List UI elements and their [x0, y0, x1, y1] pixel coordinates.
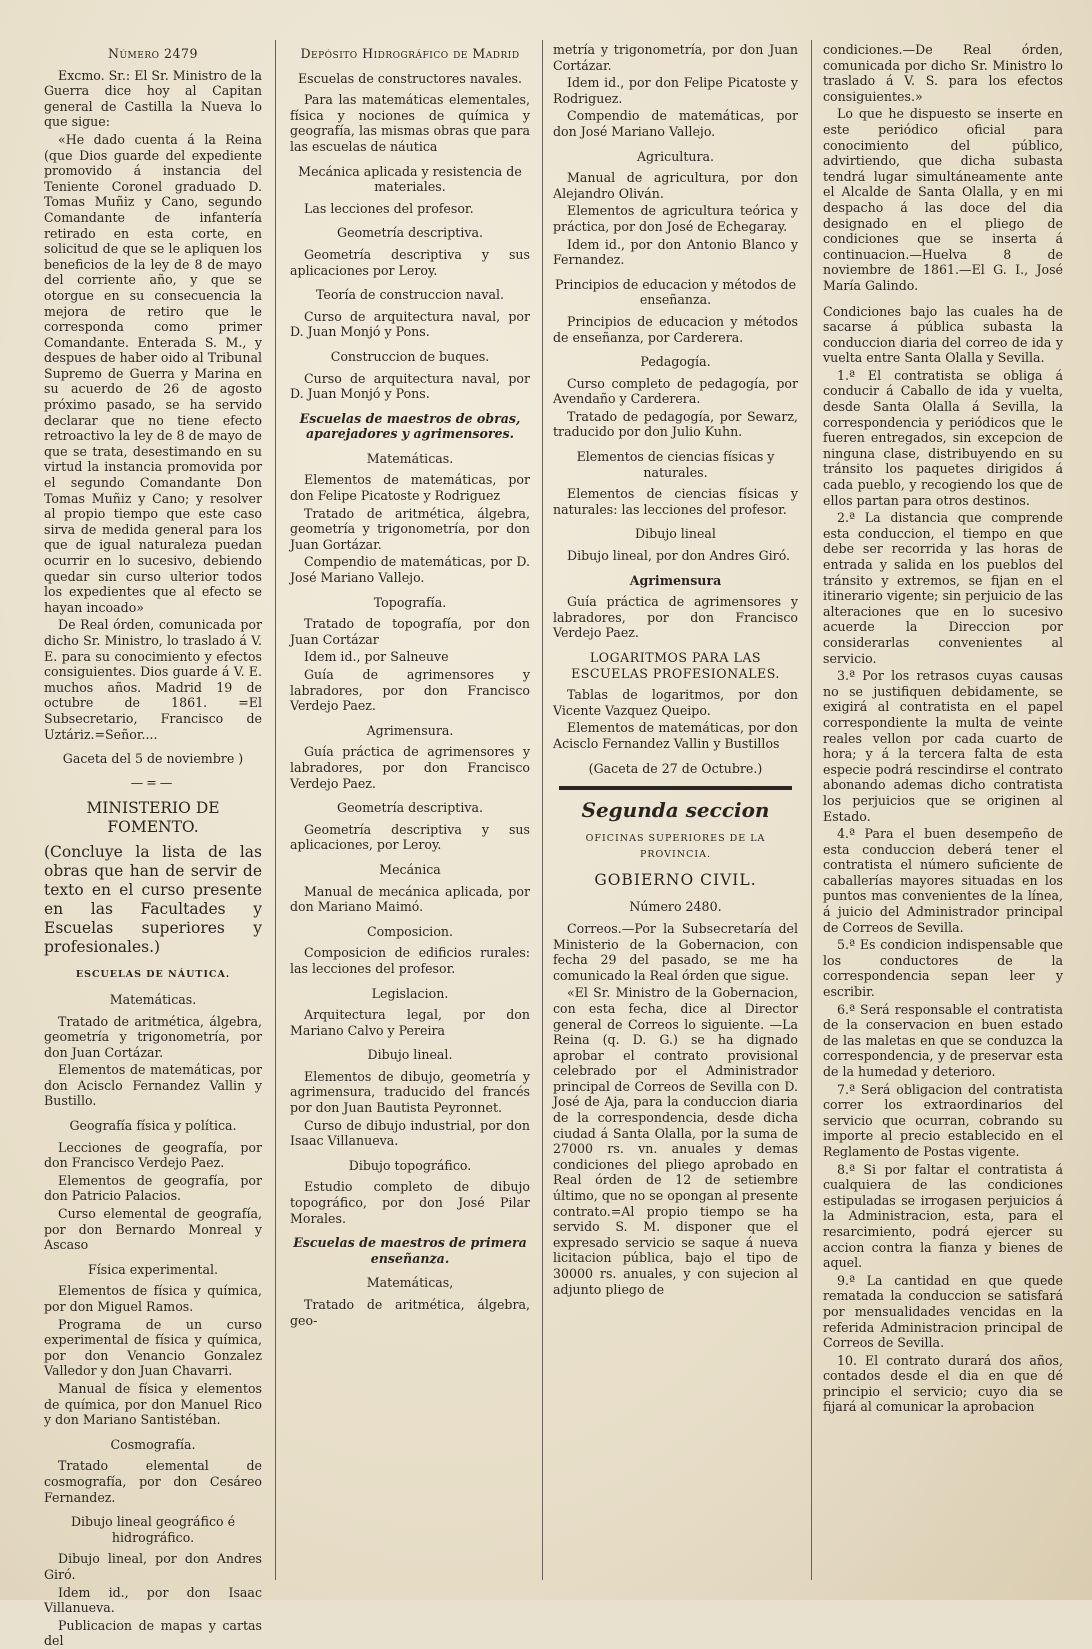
book-entry: Elementos de matemáticas, por don Acisclo Fernandez Vallin y Bustillo. [44, 1062, 262, 1109]
condition-item: 3.ª Por los retrasos cuyas causas no se justifiquen debidamente, se exigirá al contratista en el papel correspondiente la multa de veinte reales vellon por cada cuarto de hora; y á la tercera falta de esta especie podrá rescindirse el contrato abonando ademas dicho contratista los perjuicios que se originen al Estado. [823, 668, 1063, 824]
section-heading: ESCUELAS DE NÁUTICA. [75, 969, 231, 981]
book-entry: Idem id., por don Isaac Villanueva. [44, 1584, 262, 1616]
number-heading: Número 2479 [107, 46, 199, 61]
book-entry: Idem id., por don Felipe Picatoste y Rodriguez. [553, 75, 798, 106]
condition-item: 8.ª Si por faltar el contratista á cualquiera de las condiciones estipuladas se irrogasen perjuicios á la Administracion, esta, para el resarcimiento, podrá ejercer su accion contra la fianza y bienes de aquel. [823, 1161, 1063, 1271]
book-entry: Elementos de dibujo, geometría y agrimensura, traducido del francés por don Juan Bautista Peyronnet. [290, 1068, 530, 1116]
subject-heading: Mecánica aplicada y resistencia de materiales. [298, 163, 522, 195]
subject-heading: Dibujo topográfico. [348, 1157, 472, 1173]
subject-heading: Matemáticas. [109, 991, 197, 1007]
book-entry: Composicion de edificios rurales: las lecciones del profesor. [290, 945, 530, 976]
subject-heading: Escuelas de constructores navales. [297, 70, 523, 86]
subject-heading: Cosmografía. [110, 1436, 196, 1452]
condition-item: 6.ª Será responsable el contratista de la conservacion en buen estado de las maletas en que se conduzca la correspondencia, y de preservar esta de la humedad y deterioro. [823, 1001, 1063, 1079]
column-2 [290, 42, 530, 1588]
book-entry: Curso elemental de geografía, por don Bernardo Monreal y Ascaso [44, 1206, 262, 1253]
book-entry: Publicacion de mapas y cartas del [44, 1617, 262, 1649]
separator: —=— [130, 774, 176, 790]
book-entry: Elementos de agricultura teórica y práctica, por don José de Echegaray. [553, 203, 798, 234]
book-entry: Tratado de aritmética, álgebra, geometría y trigonometría, por don Juan Cortázar. [44, 1013, 262, 1060]
paragraph: «He dado cuenta á la Reina (que Dios guarde del expediente promovido á instancia del Teniente Coronel graduado D. Tomas Muñiz y Cano, segundo Comandante de infantería retirado en esta corte, en solicitud de que se le apliquen los beneficios de la ley de 8 de mayo del corriente año, y que se otorgue en su consecuencia la mejora de retiro que le corresponda como primer Comandante. Enterada S. M., y despues de haber oido al Tribunal Supremo de Guerra y Marina en su acuerdo de 26 de agosto próximo pasado, se ha servido declarar que no tiene efecto retroactivo la ley de 8 de mayo de que se trata, desestimando en su virtud la instancia promovida por el segundo Comandante Don Tomas Muñiz y Cano; y resolver al propio tiempo que este caso sirva de medida general para los que de igual naturaleza puedan ocurrir en lo sucesivo, debiendo quedar sin curso ulterior todos los expedientes que al efecto se hayan incoado» [44, 131, 262, 615]
book-entry: Guía práctica de agrimensores y labradores, por don Francisco Verdejo Paez. [290, 744, 530, 791]
book-entry: Elementos de geografía, por don Patricio Palacios. [44, 1172, 262, 1204]
book-entry: Las lecciones del profesor. [304, 200, 474, 216]
column-4 [823, 42, 1063, 1588]
book-entry: Tratado de aritmética, álgebra, geo- [290, 1297, 530, 1328]
paragraph: Excmo. Sr.: El Sr. Ministro de la Guerra dice hoy al Capitan general de Castilla la Nueva lo que sigue: [44, 67, 262, 130]
book-entry: Idem id., por Salneuve [304, 649, 449, 665]
subject-heading: Geometría descriptiva. [337, 800, 483, 816]
condition-item: 5.ª Es condicion indispensable que los conductores de la correspondencia sepan leer y escribir. [823, 937, 1063, 1000]
book-entry: Programa de un curso experimental de física y química, por don Venancio Gonzalez Valledor y don Juan Chavarri. [44, 1316, 262, 1379]
subject-heading: Elementos de ciencias físicas y naturales. [576, 449, 775, 480]
subject-heading: Principios de educacion y métodos de enseñanza. [554, 276, 797, 308]
subject-heading: Matemáticas. [366, 450, 454, 466]
paragraph: «El Sr. Ministro de la Gobernacion, con esta fecha, dice al Director general de Correos lo siguiente. —La Reina (q. D. G.) se ha dignado aprobar el contrato provisional celebrado por el Administrador principal de Correos de Sevilla con D. José de Aja, para la conduccion diaria de la correspondencia, desde dicha ciudad á Santa Olalla, por la suma de 27000 rs. vn. anuales y demas condiciones del pliego aprobado en Real órden de 12 de setiembre último, que no se opongan al presente contrato.=Al propio tiempo se ha servido S. M. disponer que el expresado servicio se saque á nueva licitacion pública, bajo el tipo de 30000 rs. anuales, y con sujecion al adjunto pliego de [553, 985, 798, 1297]
number-heading: Número 2480. [629, 899, 722, 915]
column-rule [275, 40, 276, 1580]
book-entry: Manual de mecánica aplicada, por don Mariano Maimó. [290, 883, 530, 915]
book-entry: Elementos de matemáticas, por don Acisclo Fernandez Vallin y Bustillos [553, 720, 798, 751]
paragraph: condiciones.—De Real órden, comunicada por dicho Sr. Ministro lo traslado á V. S. para los efectos consiguientes.» [823, 42, 1063, 104]
book-entry: Arquitectura legal, por don Mariano Calvo y Pereira [290, 1007, 530, 1038]
subject-heading: Dibujo lineal. [367, 1047, 453, 1063]
book-entry: Geometría descriptiva y sus aplicaciones por Leroy. [290, 246, 530, 278]
oficinas-heading: OFICINAS SUPERIORES DE LA PROVINCIA. [585, 833, 766, 860]
concluye-note: (Concluye la lista de las obras que han de servir de texto en el curso presente en las Facultades y Escuelas superiores y profesionales.) [44, 843, 262, 957]
subject-heading: Geografía física y política. [69, 1118, 237, 1134]
book-entry: Curso completo de pedagogía, por Avendaño y Carderera. [553, 375, 798, 407]
book-entry: Manual de física y elementos de química, por don Manuel Rico y don Mariano Santistéban. [44, 1380, 262, 1428]
section-heading: Escuelas de maestros de obras, aparejadores y agrimensores. [299, 410, 521, 442]
book-entry: Elementos de física y química, por don Miguel Ramos. [44, 1283, 262, 1314]
column-1 [44, 42, 262, 1649]
subject-heading: Teoría de construccion naval. [315, 287, 505, 303]
book-entry: Tratado de pedagogía, por Sewarz, traducido por don Julio Kuhn. [553, 408, 798, 440]
book-entry: Guía de agrimensores y labradores, por don Francisco Verdejo Paez. [290, 667, 530, 714]
subject-heading: Dibujo lineal geográfico é hidrográfico. [70, 1514, 236, 1545]
book-entry: Geometría descriptiva y sus aplicaciones, por Leroy. [290, 821, 530, 853]
condition-item: 10. El contrato durará dos años, contados desde el dia en que dé principio el servicio; cuyo dia se fijará al comunicar la aprobacion [823, 1352, 1063, 1415]
book-entry: Elementos de ciencias físicas y naturales: las lecciones del profesor. [553, 486, 798, 517]
book-entry: Curso de dibujo industrial, por don Isaac Villanueva. [290, 1117, 530, 1149]
subject-heading: Agricultura. [636, 148, 715, 164]
book-entry: Guía práctica de agrimensores y labradores, por don Francisco Verdejo Paez. [553, 594, 798, 641]
book-entry: Para las matemáticas elementales, física y nociones de química y geografía, las mismas obras que para las escuelas de náutica [290, 92, 530, 154]
book-entry: Principios de educacion y métodos de enseñanza, por Carderera. [553, 313, 798, 345]
paragraph: Lo que he dispuesto se inserte en este periódico oficial para conocimiento del público, advirtiendo, que dicha subasta tendrá lugar simultáneamente ante el Alcalde de Santa Olalla, y en mi despacho á las doce del dia designado en el pliego de condiciones que se inserta á continuacion.—Huelva 8 de noviembre de 1861.—El G. I., José María Galindo. [823, 106, 1063, 293]
paragraph: De Real órden, comunicada por dicho Sr. Ministro, lo traslado á V. E. para su conocimiento y efectos consiguientes. Dios guarde á V. E. muchos años. Madrid 19 de octubre de 1861. =El Subsecretario, Francisco de Uztáriz.=Señor.... [44, 617, 262, 742]
condition-item: 2.ª La distancia que comprende esta conduccion, el tiempo en que debe ser recorrida y las horas de entrada y salida en los pueblos del tránsito y extremos, se fijan en el itinerario vigente; sin perjuicio de las alteraciones que en lo sucesivo acuerde la Direccion por considerarlas convenientes al servicio. [823, 510, 1063, 666]
book-entry: Dibujo lineal, por don Andres Giró. [44, 1551, 262, 1582]
heavy-rule [559, 786, 792, 790]
book-entry: Tablas de logaritmos, por don Vicente Vazquez Queipo. [553, 687, 798, 718]
book-entry: metría y trigonometría, por don Juan Cortázar. [553, 42, 798, 73]
gaceta-reference: Gaceta del 5 de noviembre ) [62, 751, 244, 767]
subject-heading: Pedagogía. [640, 354, 711, 370]
book-entry: Compendio de matemáticas, por D. José Mariano Vallejo. [290, 554, 530, 586]
condition-item: 4.ª Para el buen desempeño de esta conduccion deberá tener el contratista el número suficiente de caballerías mayores situadas en los puntos mas convenientes de la línea, á juicio del Administrador principal de Correos de Sevilla. [823, 826, 1063, 935]
condition-item: 9.ª La cantidad en que quede rematada la conduccion se satisfará por mensualidades vencidas en la referida Administracion principal de Correos de Sevilla. [823, 1272, 1063, 1351]
gaceta-reference: (Gaceta de 27 de Octubre.) [588, 760, 763, 776]
book-entry: Curso de arquitectura naval, por D. Juan Monjó y Pons. [290, 308, 530, 340]
section-heading: Escuelas de maestros de primera enseñanza. [293, 1235, 527, 1266]
subject-heading: Construccion de buques. [330, 348, 490, 364]
column-rule [811, 40, 812, 1580]
section-heading: LOGARITMOS PARA LAS ESCUELAS PROFESIONALES. [571, 650, 780, 681]
condition-item: 7.ª Será obligacion del contratista correr los extraordinarios del servicio que ocurran, cobrando su importe al precio establecido en el Reglamento de Postas vigente. [823, 1081, 1063, 1159]
subject-heading: Topografía. [373, 594, 447, 610]
subject-heading: Depósito Hidrográfico de Madrid [300, 46, 520, 61]
subject-heading: Física experimental. [87, 1261, 219, 1277]
book-entry: Tratado de topografía, por don Juan Cortázar [290, 616, 530, 647]
subject-heading: Dibujo lineal [635, 526, 716, 542]
book-entry: Estudio completo de dibujo topográfico, por don José Pilar Morales. [290, 1179, 530, 1226]
book-entry: Tratado de aritmética, álgebra, geometría y trigonometría, por don Juan Gortázar. [290, 505, 530, 552]
book-entry: Curso de arquitectura naval, por D. Juan Monjó y Pons. [290, 370, 530, 402]
segunda-seccion-heading: Segunda seccion [581, 798, 770, 823]
book-entry: Tratado elemental de cosmografía, por don Cesáreo Fernandez. [44, 1458, 262, 1505]
subject-heading: Agrimensura [629, 572, 722, 588]
condition-item: 1.ª El contratista se obliga á conducir á Caballo de ida y vuelta, desde Santa Olalla á Sevilla, la correspondencia y periódicos que le fueren entregados, sin excepcion de ninguna clase, distribuyendo en su tránsito los paquetes dirigidos á cada pueblo, y recogiendo los que de ellos partan para otros destinos. [823, 367, 1063, 508]
subject-heading: Composicion. [366, 923, 454, 939]
ministerio-heading: MINISTERIO DE FOMENTO. [86, 799, 220, 837]
subject-heading: Agrimensura. [366, 722, 454, 738]
paragraph: Correos.—Por la Subsecretaría del Ministerio de la Gobernacion, con fecha 29 del pasado, se me ha comunicado la Real órden que sigue. [553, 920, 798, 983]
conditions-title: Condiciones bajo las cuales ha de sacarse á pública subasta la conduccion diaria del correo de ida y vuelta entre Santa Olalla y Sevilla. [823, 303, 1063, 366]
book-entry: Compendio de matemáticas, por don José Mariano Vallejo. [553, 108, 798, 139]
column-rule [542, 40, 543, 1580]
subject-heading: Matemáticas, [366, 1275, 454, 1291]
book-entry: Lecciones de geografía, por don Francisco Verdejo Paez. [44, 1139, 262, 1171]
book-entry: Manual de agricultura, por don Alejandro Oliván. [553, 170, 798, 201]
subject-heading: Geometría descriptiva. [337, 225, 483, 241]
book-entry: Elementos de matemáticas, por don Felipe Picatoste y Rodriguez [290, 472, 530, 504]
book-entry: Idem id., por don Antonio Blanco y Fernandez. [553, 236, 798, 268]
book-entry: Dibujo lineal, por don Andres Giró. [567, 548, 791, 564]
subject-heading: Mecánica [379, 861, 441, 877]
column-3 [553, 42, 798, 1588]
subject-heading: Legislacion. [371, 985, 449, 1001]
gobierno-heading: GOBIERNO CIVIL. [594, 871, 757, 890]
